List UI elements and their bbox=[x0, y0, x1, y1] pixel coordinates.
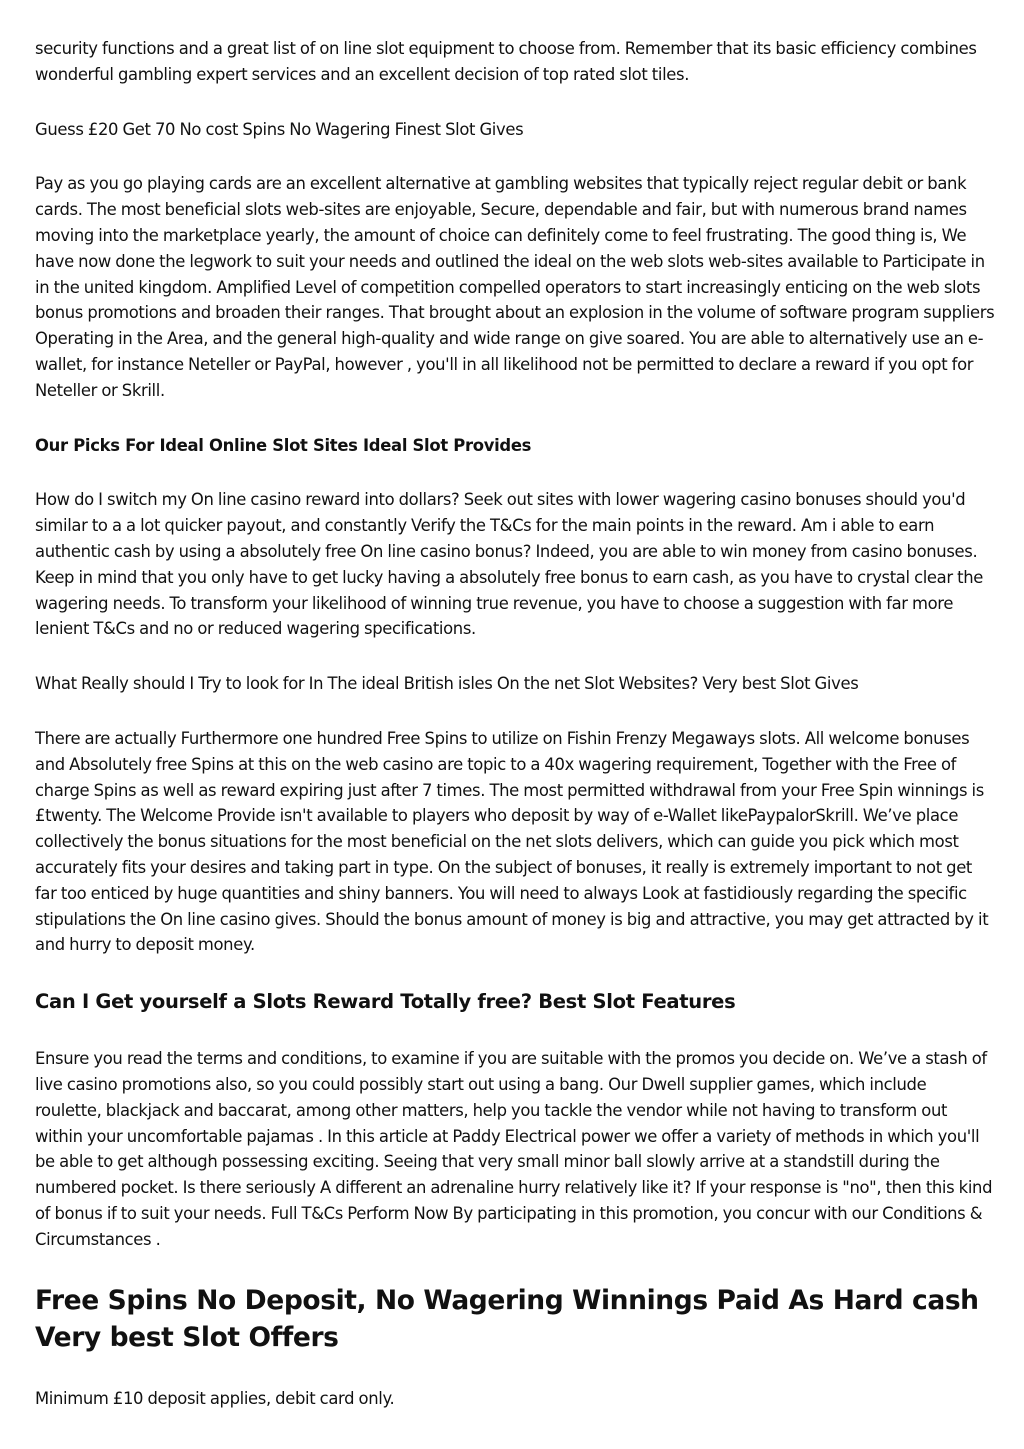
paragraph-pay-as-you-go: Pay as you go playing cards are an excellent alternative at gambling websites that typically reject regular debit or bank cards. The most beneficial slots web-sites are enjoyable, Secure, dependable and fair, but with numerous brand names moving into the marketplace yearly, the amount of choice can definitely come to feel frustrating. The good thing is, We have now done the legwork to suit your needs and outlined the ideal on the web slots web-sites available to Participate in in the united kingdom. Amplified Level of competition compelled operators to start increasingly enticing on the web slots bonus promotions and broaden their ranges. That brought about an explosion in the volume of software program suppliers Operating in the Area, and the general high-quality and wide range on give soared. You are able to alternatively use an e-wallet, for instance Neteller or PayPal, however , you'll in all likelihood not be permitted to declare a reward if you opt for Neteller or Skrill. bbox=[35, 174, 995, 400]
heading-slots-reward: Can I Get yourself a Slots Reward Totally free? Best Slot Features bbox=[35, 990, 736, 1014]
paragraph-offer-line: Guess £20 Get 70 No cost Spins No Wagering Finest Slot Gives bbox=[35, 119, 524, 139]
document-body bbox=[35, 36, 995, 1412]
paragraph-minimum-deposit: Minimum £10 deposit applies, debit card only. bbox=[35, 1389, 395, 1409]
heading-free-spins-no-deposit: Free Spins No Deposit, No Wagering Winnings Paid As Hard cash Very best Slot Offers bbox=[35, 1285, 979, 1354]
heading-our-picks: Our Picks For Ideal Online Slot Sites Ideal Slot Provides bbox=[35, 435, 532, 455]
paragraph-casino-reward: How do I switch my On line casino reward into dollars? Seek out sites with lower wagering casino bonuses should you'd similar to a a lot quicker payout, and constantly Verify the T&Cs for the main points in the reward. Am i able to earn authentic cash by using a absolutely free On line casino bonus? Indeed, you are able to win money from casino bonuses. Keep in mind that you only have to get lucky having a absolutely free bonus to earn cash, as you have to crystal clear the wagering needs. To transform your likelihood of winning true revenue, you have to choose a suggestion with far more lenient T&Cs and no or reduced wagering specifications. bbox=[35, 490, 983, 639]
paragraph-what-to-look-for: What Really should I Try to look for In The ideal British isles On the net Slot Websites? Very best Slot Gives bbox=[35, 674, 859, 694]
paragraph-intro: security functions and a great list of on line slot equipment to choose from. Remember that its basic efficiency combines wonderful gambling expert services and an excellent decision of top rated slot tiles. bbox=[35, 39, 977, 84]
paragraph-terms: Ensure you read the terms and conditions, to examine if you are suitable with the promos you decide on. We’ve a stash of live casino promotions also, so you could possibly start out using a bang. Our Dwell supplier games, which include roulette, blackjack and baccarat, among other matters, help you tackle the vendor while not having to transform out within your uncomfortable pajamas . In this article at Paddy Electrical power we offer a variety of methods in which you'll be able to get although possessing exciting. Seeing that very small minor ball slowly arrive at a standstill during the numbered pocket. Is there seriously A different an adrenaline hurry relatively like it? If your response is "no", then this kind of bonus if to suit your needs. Full T&Cs Perform Now By participating in this promotion, you concur with our Conditions & Circumstances . bbox=[35, 1049, 993, 1249]
paragraph-free-spins: There are actually Furthermore one hundred Free Spins to utilize on Fishin Frenzy Megaways slots. All welcome bonuses and Absolutely free Spins at this on the web casino are topic to a 40x wagering requirement, Together with the Free of charge Spins as well as reward expiring just after 7 times. The most permitted withdrawal from your Free Spin winnings is £twenty. The Welcome Provide isn't available to players who deposit by way of e-Wallet likePaypalorSkrill. We’ve place collectively the bonus situations for the most beneficial on the net slots delivers, which can guide you pick which most accurately fits your desires and taking part in type. On the subject of bonuses, it really is extremely important to not get far too enticed by huge quantities and shiny banners. You will need to always Look at fastidiously regarding the specific stipulations the On line casino gives. Should the bonus amount of money is big and attractive, you may get attracted by it and hurry to deposit money. bbox=[35, 728, 989, 955]
